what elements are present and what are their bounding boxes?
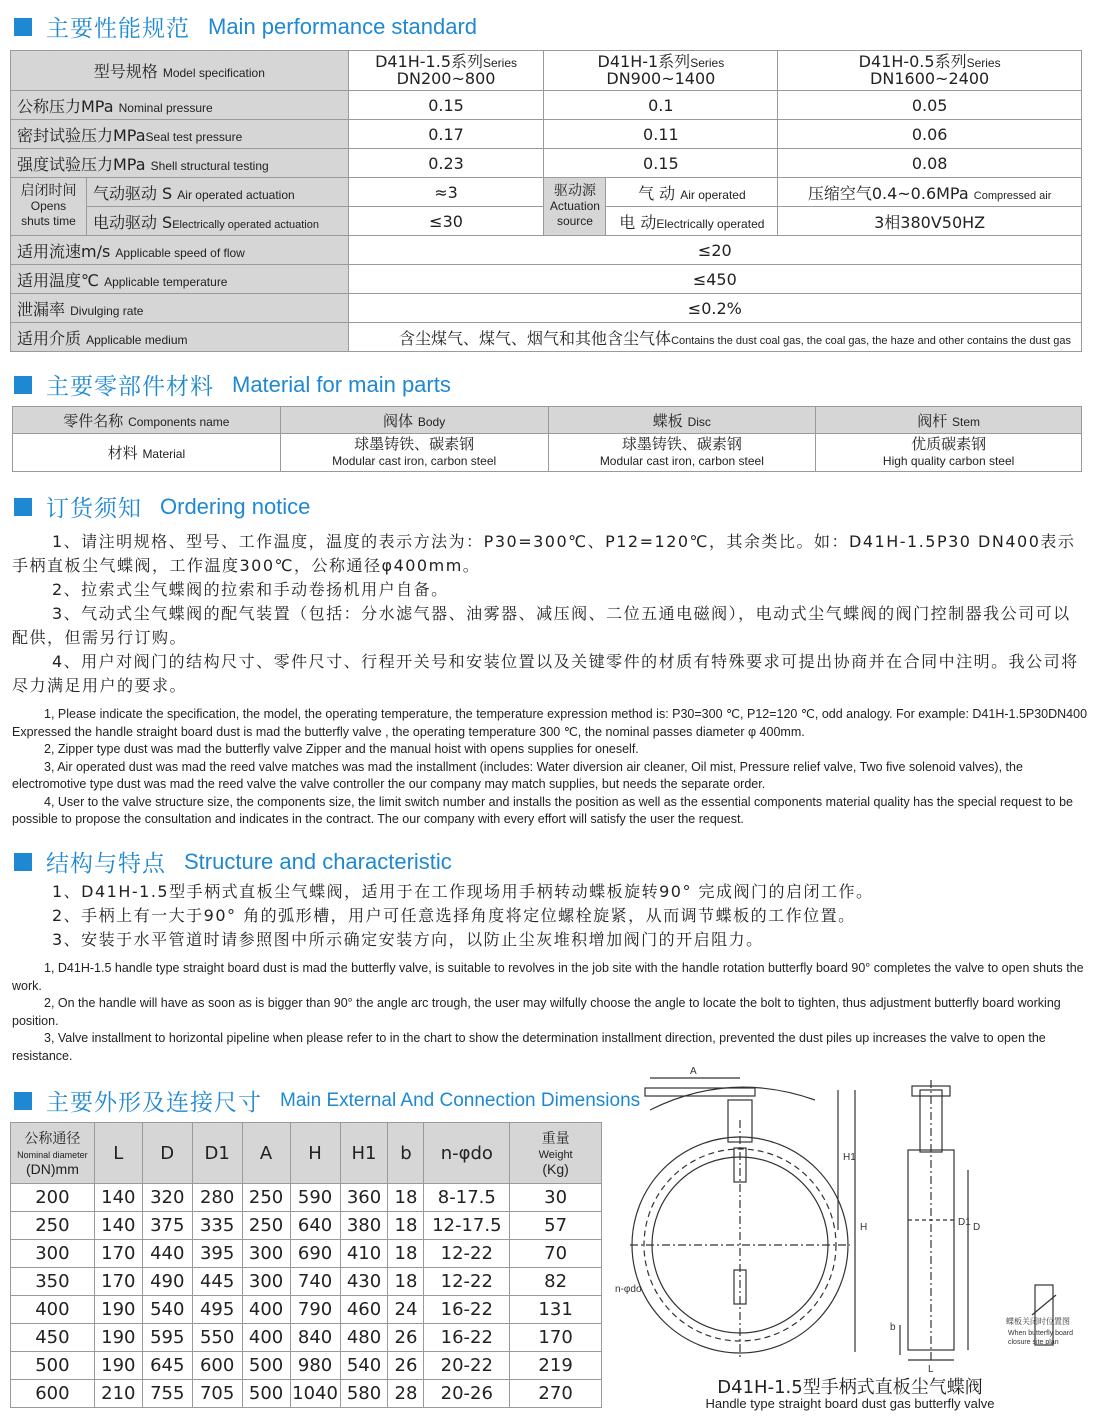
structure-en-2: 2, On the handle will have as soon as is bigger than 90° the angle arc trough, the user may wilfully choose the angle to locate the bolt to tighten, thus adjustment butterfly board working position. bbox=[12, 996, 1061, 1028]
table-cell: ≈3 bbox=[348, 178, 544, 207]
table-row bbox=[11, 1184, 602, 1212]
model-spec-label: 型号规格 Model specification bbox=[11, 51, 349, 91]
table-row bbox=[11, 294, 1082, 323]
label-h: H bbox=[860, 1222, 868, 1233]
table-row bbox=[11, 1123, 602, 1184]
table-cell: 28 bbox=[388, 1380, 424, 1408]
table-cell: 400 bbox=[242, 1296, 290, 1324]
table-cell: 840 bbox=[290, 1324, 340, 1352]
table-cell: 190 bbox=[94, 1324, 142, 1352]
table-row bbox=[11, 120, 1082, 149]
table-cell: 0.06 bbox=[778, 120, 1082, 149]
table-cell: 57 bbox=[510, 1212, 602, 1240]
table-cell: 600 bbox=[192, 1352, 242, 1380]
series-2-header: D41H-1系列Series DN900~1400 bbox=[544, 51, 778, 91]
nominal-pressure-label: 公称压力MPa Nominal pressure bbox=[11, 91, 349, 120]
table-cell: 219 bbox=[510, 1352, 602, 1380]
table-cell: ≤450 bbox=[348, 265, 1081, 294]
section-header-dimensions bbox=[14, 1084, 640, 1117]
structure-en-3: 3, Valve installment to horizontal pipeline when please refer to in the chart to show the determination installment direction, prevented the dust piles up increases the valve to open the resistance. bbox=[12, 1031, 1046, 1063]
table-cell: 350 bbox=[11, 1268, 95, 1296]
material-table bbox=[12, 406, 1082, 472]
electric-actuation-label: 电动驱动 SElectrically operated actuation bbox=[86, 207, 348, 236]
table-cell: 250 bbox=[242, 1212, 290, 1240]
table-cell: 300 bbox=[242, 1240, 290, 1268]
table-cell: 500 bbox=[242, 1352, 290, 1380]
table-cell: 82 bbox=[510, 1268, 602, 1296]
table-cell: 480 bbox=[340, 1324, 388, 1352]
section-title-en: Main performance standard bbox=[208, 13, 478, 39]
shell-test-pressure-label: 强度试验压力MPa Shell structural testing bbox=[11, 149, 349, 178]
closure-note-en-1: When butterfly board bbox=[1008, 1330, 1073, 1337]
table-cell: 250 bbox=[11, 1212, 95, 1240]
label-h1: H1 bbox=[843, 1152, 856, 1163]
section-header-ordering bbox=[14, 490, 310, 523]
actuation-source-label: 驱动源 Actuation source bbox=[544, 178, 606, 236]
table-cell: 蝶板 Disc bbox=[548, 407, 816, 434]
table-cell: 3相380V50HZ bbox=[778, 207, 1082, 236]
table-cell: 755 bbox=[142, 1380, 192, 1408]
table-cell: 400 bbox=[242, 1324, 290, 1352]
table-cell: 20-22 bbox=[424, 1352, 510, 1380]
table-cell: 16-22 bbox=[424, 1296, 510, 1324]
table-cell: H bbox=[290, 1123, 340, 1184]
table-cell: 30 bbox=[510, 1184, 602, 1212]
section-title-en: Structure and characteristic bbox=[184, 848, 452, 874]
medium-label: 适用介质 Applicable medium bbox=[11, 323, 349, 352]
section-title-zh: 订货须知 bbox=[46, 496, 142, 522]
table-cell: 270 bbox=[510, 1380, 602, 1408]
table-cell: 8-17.5 bbox=[424, 1184, 510, 1212]
table-cell: 280 bbox=[192, 1184, 242, 1212]
table-cell: 131 bbox=[510, 1296, 602, 1324]
table-cell: 材料 Material bbox=[13, 434, 281, 472]
temperature-label: 适用温度℃ Applicable temperature bbox=[11, 265, 349, 294]
table-cell: 410 bbox=[340, 1240, 388, 1268]
table-row bbox=[11, 1268, 602, 1296]
notice-en-1: 1, Please indicate the specification, the model, the operating temperature, the temperature expression method is: P30=300 ℃, P12=120 ℃, odd analogy. For example: D41H-1.5P30DN400 Expressed the handle straight board dust is mad the butterfly valve , the operating temperature 300 ℃, the nominal passes diameter φ 400mm. bbox=[12, 707, 1088, 739]
table-cell: 595 bbox=[142, 1324, 192, 1352]
table-cell: 阀杆 Stem bbox=[816, 407, 1082, 434]
label-n-phi-do: n-φdo bbox=[615, 1284, 642, 1295]
section-square-icon bbox=[14, 498, 32, 516]
seal-test-pressure-label: 密封试验压力MPaSeal test pressure bbox=[11, 120, 349, 149]
table-row bbox=[13, 407, 1082, 434]
table-cell: 690 bbox=[290, 1240, 340, 1268]
table-cell: 140 bbox=[94, 1212, 142, 1240]
air-actuation-label: 气动驱动 S Air operated actuation bbox=[86, 178, 348, 207]
notice-zh-2: 2、拉索式尘气蝶阀的拉索和手动卷扬机用户自备。 bbox=[52, 580, 449, 599]
divulging-rate-label: 泄漏率 Divulging rate bbox=[11, 294, 349, 323]
table-row bbox=[11, 178, 1082, 207]
weight-header: 重量 Weight (Kg) bbox=[510, 1123, 602, 1184]
table-cell: 球墨铸铁、碳素钢 Modular cast iron, carbon steel bbox=[280, 434, 548, 472]
structure-zh-1: 1、D41H-1.5型手柄式直板尘气蝶阀，适用于在工作现场用手柄转动蝶板旋转90° 完成阀门的启闭工作。 bbox=[52, 882, 874, 901]
structure-en-1: 1, D41H-1.5 handle type straight board dust is mad the butterfly valve, is suitable to revolves in the job site with the handle rotation butterfly board 90° completes the valve to open shuts the work. bbox=[12, 961, 1084, 993]
table-cell: 70 bbox=[510, 1240, 602, 1268]
table-cell: 170 bbox=[94, 1268, 142, 1296]
table-cell: 335 bbox=[192, 1212, 242, 1240]
table-cell: 12-22 bbox=[424, 1268, 510, 1296]
table-cell: 26 bbox=[388, 1352, 424, 1380]
dn-header: 公称通径 Nominal diameter (DN)mm bbox=[11, 1123, 95, 1184]
table-row bbox=[11, 236, 1082, 265]
table-cell: 18 bbox=[388, 1240, 424, 1268]
open-shut-time-label: 启闭时间 Opens shuts time bbox=[11, 178, 87, 236]
table-cell: 300 bbox=[242, 1268, 290, 1296]
dimensions-table bbox=[10, 1122, 602, 1408]
table-cell: 0.11 bbox=[544, 120, 778, 149]
table-cell: 190 bbox=[94, 1296, 142, 1324]
section-header-structure bbox=[14, 845, 452, 878]
table-cell: L bbox=[94, 1123, 142, 1184]
table-cell: 18 bbox=[388, 1268, 424, 1296]
table-row bbox=[11, 323, 1082, 352]
medium-value: 含尘煤气、煤气、烟气和其他含尘气体Contains the dust coal gas, the coal gas, the haze and other contains the dust gas bbox=[348, 323, 1081, 352]
table-cell: 170 bbox=[510, 1324, 602, 1352]
table-cell: 200 bbox=[11, 1184, 95, 1212]
table-cell: n-φdo bbox=[424, 1123, 510, 1184]
table-cell: 740 bbox=[290, 1268, 340, 1296]
flow-speed-label: 适用流速m/s Applicable speed of flow bbox=[11, 236, 349, 265]
table-row bbox=[11, 91, 1082, 120]
table-cell: 0.05 bbox=[778, 91, 1082, 120]
table-cell: 210 bbox=[94, 1380, 142, 1408]
section-square-icon bbox=[14, 1092, 32, 1110]
table-cell: 16-22 bbox=[424, 1324, 510, 1352]
table-cell: 0.23 bbox=[348, 149, 544, 178]
table-cell: 18 bbox=[388, 1212, 424, 1240]
table-cell: 250 bbox=[242, 1184, 290, 1212]
section-title-en: Main External And Connection Dimensions bbox=[280, 1089, 641, 1111]
handle-arc bbox=[650, 1087, 815, 1110]
table-cell: 645 bbox=[142, 1352, 192, 1380]
section-title-zh: 主要性能规范 bbox=[46, 16, 190, 42]
table-row bbox=[11, 1240, 602, 1268]
label-b: b bbox=[890, 1322, 896, 1333]
table-cell: 0.15 bbox=[544, 149, 778, 178]
compressed-air-value: 压缩空气0.4~0.6MPa Compressed air bbox=[778, 178, 1082, 207]
electric-operated-label: 电 动Electrically operated bbox=[606, 207, 778, 236]
table-cell: 600 bbox=[11, 1380, 95, 1408]
table-cell: ≤20 bbox=[348, 236, 1081, 265]
table-cell: 320 bbox=[142, 1184, 192, 1212]
table-row bbox=[11, 1212, 602, 1240]
structure-en bbox=[12, 960, 1088, 1065]
table-cell: 140 bbox=[94, 1184, 142, 1212]
table-cell: H1 bbox=[340, 1123, 388, 1184]
structure-zh-2: 2、手柄上有一大于90° 角的弧形槽，用户可任意选择角度将定位螺栓旋紧，从而调节蝶板的工作位置。 bbox=[52, 906, 856, 925]
table-cell: 640 bbox=[290, 1212, 340, 1240]
table-cell: 445 bbox=[192, 1268, 242, 1296]
section-header-performance bbox=[14, 10, 477, 43]
table-cell: 430 bbox=[340, 1268, 388, 1296]
structure-zh-3: 3、安装于水平管道时请参照图中所示确定安装方向，以防止尘灰堆积增加阀门的开启阻力。 bbox=[52, 930, 764, 949]
label-d: D bbox=[973, 1222, 981, 1233]
butterfly-valve-drawing bbox=[610, 1060, 1090, 1375]
table-cell: 阀体 Body bbox=[280, 407, 548, 434]
table-cell: ≤0.2% bbox=[348, 294, 1081, 323]
table-cell: D bbox=[142, 1123, 192, 1184]
table-cell: 540 bbox=[340, 1352, 388, 1380]
table-cell: 1040 bbox=[290, 1380, 340, 1408]
series-3-header: D41H-0.5系列Series DN1600~2400 bbox=[778, 51, 1082, 91]
table-row bbox=[11, 1380, 602, 1408]
structure-zh bbox=[12, 880, 1088, 952]
ordering-notice-en bbox=[12, 706, 1088, 829]
table-cell: 0.17 bbox=[348, 120, 544, 149]
table-cell: 550 bbox=[192, 1324, 242, 1352]
table-cell: 360 bbox=[340, 1184, 388, 1212]
notice-zh-4: 4、用户对阀门的结构尺寸、零件尺寸、行程开关号和安装位置以及关键零件的材质有特殊要求可提出协商并在合同中注明。我公司将尽力满足用户的要求。 bbox=[12, 652, 1079, 695]
notice-en-4: 4, User to the valve structure size, the components size, the limit switch number and installs the position as well as the essential components material quality has the special request to be possible to propose the consultation and indicates in the contract. The our company with every effort will satisfy the user the request. bbox=[12, 794, 1073, 826]
section-title-zh: 主要零部件材料 bbox=[46, 374, 214, 400]
table-cell: 0.08 bbox=[778, 149, 1082, 178]
table-row bbox=[11, 51, 1082, 91]
table-cell: 500 bbox=[11, 1352, 95, 1380]
label-d1: D1 bbox=[958, 1217, 971, 1228]
table-cell: b bbox=[388, 1123, 424, 1184]
notice-en-3: 3, Air operated dust was mad the reed valve matches was mad the installment (includes: Water diversion air cleaner, Oil mist, Pressure relief valve, Two five solenoid valves), the electromotive type dust was mad the reed valve the valve controller the our company may match supplies, but needs the separate order. bbox=[12, 759, 1023, 791]
dimensions-body bbox=[11, 1184, 602, 1408]
label-a: A bbox=[690, 1066, 697, 1077]
section-title-zh: 结构与特点 bbox=[46, 851, 166, 877]
label-l: L bbox=[928, 1364, 934, 1375]
table-cell: 590 bbox=[290, 1184, 340, 1212]
section-header-material bbox=[14, 368, 451, 401]
table-row bbox=[13, 434, 1082, 472]
table-cell: 375 bbox=[142, 1212, 192, 1240]
series-1-header: D41H-1.5系列Series DN200~800 bbox=[348, 51, 544, 91]
table-row bbox=[11, 1324, 602, 1352]
table-row bbox=[11, 1352, 602, 1380]
table-cell: 26 bbox=[388, 1324, 424, 1352]
table-cell: 440 bbox=[142, 1240, 192, 1268]
section-square-icon bbox=[14, 853, 32, 871]
table-cell: 500 bbox=[242, 1380, 290, 1408]
closure-note-en-2: closure site plan bbox=[1008, 1339, 1059, 1346]
table-row bbox=[11, 265, 1082, 294]
section-title-en: Material for main parts bbox=[232, 371, 451, 397]
notice-zh-3: 3、气动式尘气蝶阀的配气装置（包括：分水滤气器、油雾器、减压阀、二位五通电磁阀），电动式尘气蝶阀的阀门控制器我公司可以配供，但需另行订购。 bbox=[12, 604, 1071, 647]
ordering-notice-zh bbox=[12, 530, 1088, 698]
table-cell: A bbox=[242, 1123, 290, 1184]
table-cell: 460 bbox=[340, 1296, 388, 1324]
table-cell: 优质碳素钢 High quality carbon steel bbox=[816, 434, 1082, 472]
table-cell: 球墨铸铁、碳素钢 Modular cast iron, carbon steel bbox=[548, 434, 816, 472]
table-cell: 18 bbox=[388, 1184, 424, 1212]
section-square-icon bbox=[14, 18, 32, 36]
section-title-zh: 主要外形及连接尺寸 bbox=[46, 1090, 262, 1116]
table-cell: 24 bbox=[388, 1296, 424, 1324]
table-cell: 20-26 bbox=[424, 1380, 510, 1408]
table-cell: 790 bbox=[290, 1296, 340, 1324]
section-square-icon bbox=[14, 376, 32, 394]
section-title-en: Ordering notice bbox=[160, 493, 311, 519]
table-cell: 400 bbox=[11, 1296, 95, 1324]
table-cell: 580 bbox=[340, 1380, 388, 1408]
table-row bbox=[11, 1296, 602, 1324]
table-cell: 0.15 bbox=[348, 91, 544, 120]
drawing-caption-zh: D41H-1.5型手柄式直板尘气蝶阀 bbox=[717, 1377, 983, 1398]
table-cell: 12-17.5 bbox=[424, 1212, 510, 1240]
table-cell: 190 bbox=[94, 1352, 142, 1380]
table-cell: 0.1 bbox=[544, 91, 778, 120]
table-cell: 12-22 bbox=[424, 1240, 510, 1268]
table-cell: 395 bbox=[192, 1240, 242, 1268]
notice-en-2: 2, Zipper type dust was mad the butterfly valve Zipper and the manual hoist with opens supplies for oneself. bbox=[44, 742, 639, 756]
drawing-caption-en: Handle type straight board dust gas butterfly valve bbox=[705, 1396, 995, 1411]
table-cell: ≤30 bbox=[348, 207, 544, 236]
closure-note-zh: 蝶板关闭时位置图 bbox=[1006, 1317, 1070, 1326]
table-cell: 980 bbox=[290, 1352, 340, 1380]
air-operated-label: 气 动 Air operated bbox=[606, 178, 778, 207]
table-cell: 380 bbox=[340, 1212, 388, 1240]
table-cell: 490 bbox=[142, 1268, 192, 1296]
table-cell: 495 bbox=[192, 1296, 242, 1324]
table-cell: D1 bbox=[192, 1123, 242, 1184]
table-cell: 300 bbox=[11, 1240, 95, 1268]
table-cell: 零件名称 Components name bbox=[13, 407, 281, 434]
notice-zh-1: 1、请注明规格、型号、工作温度，温度的表示方法为：P30=300℃、P12=120℃，其余类比。如：D41H-1.5P30 DN400表示手柄直板尘气蝶阀，工作温度300℃，公称通径φ400mm。 bbox=[12, 532, 1076, 575]
table-cell: 450 bbox=[11, 1324, 95, 1352]
table-cell: 170 bbox=[94, 1240, 142, 1268]
table-cell: 540 bbox=[142, 1296, 192, 1324]
table-cell: 705 bbox=[192, 1380, 242, 1408]
table-row bbox=[11, 149, 1082, 178]
performance-table bbox=[10, 50, 1082, 352]
